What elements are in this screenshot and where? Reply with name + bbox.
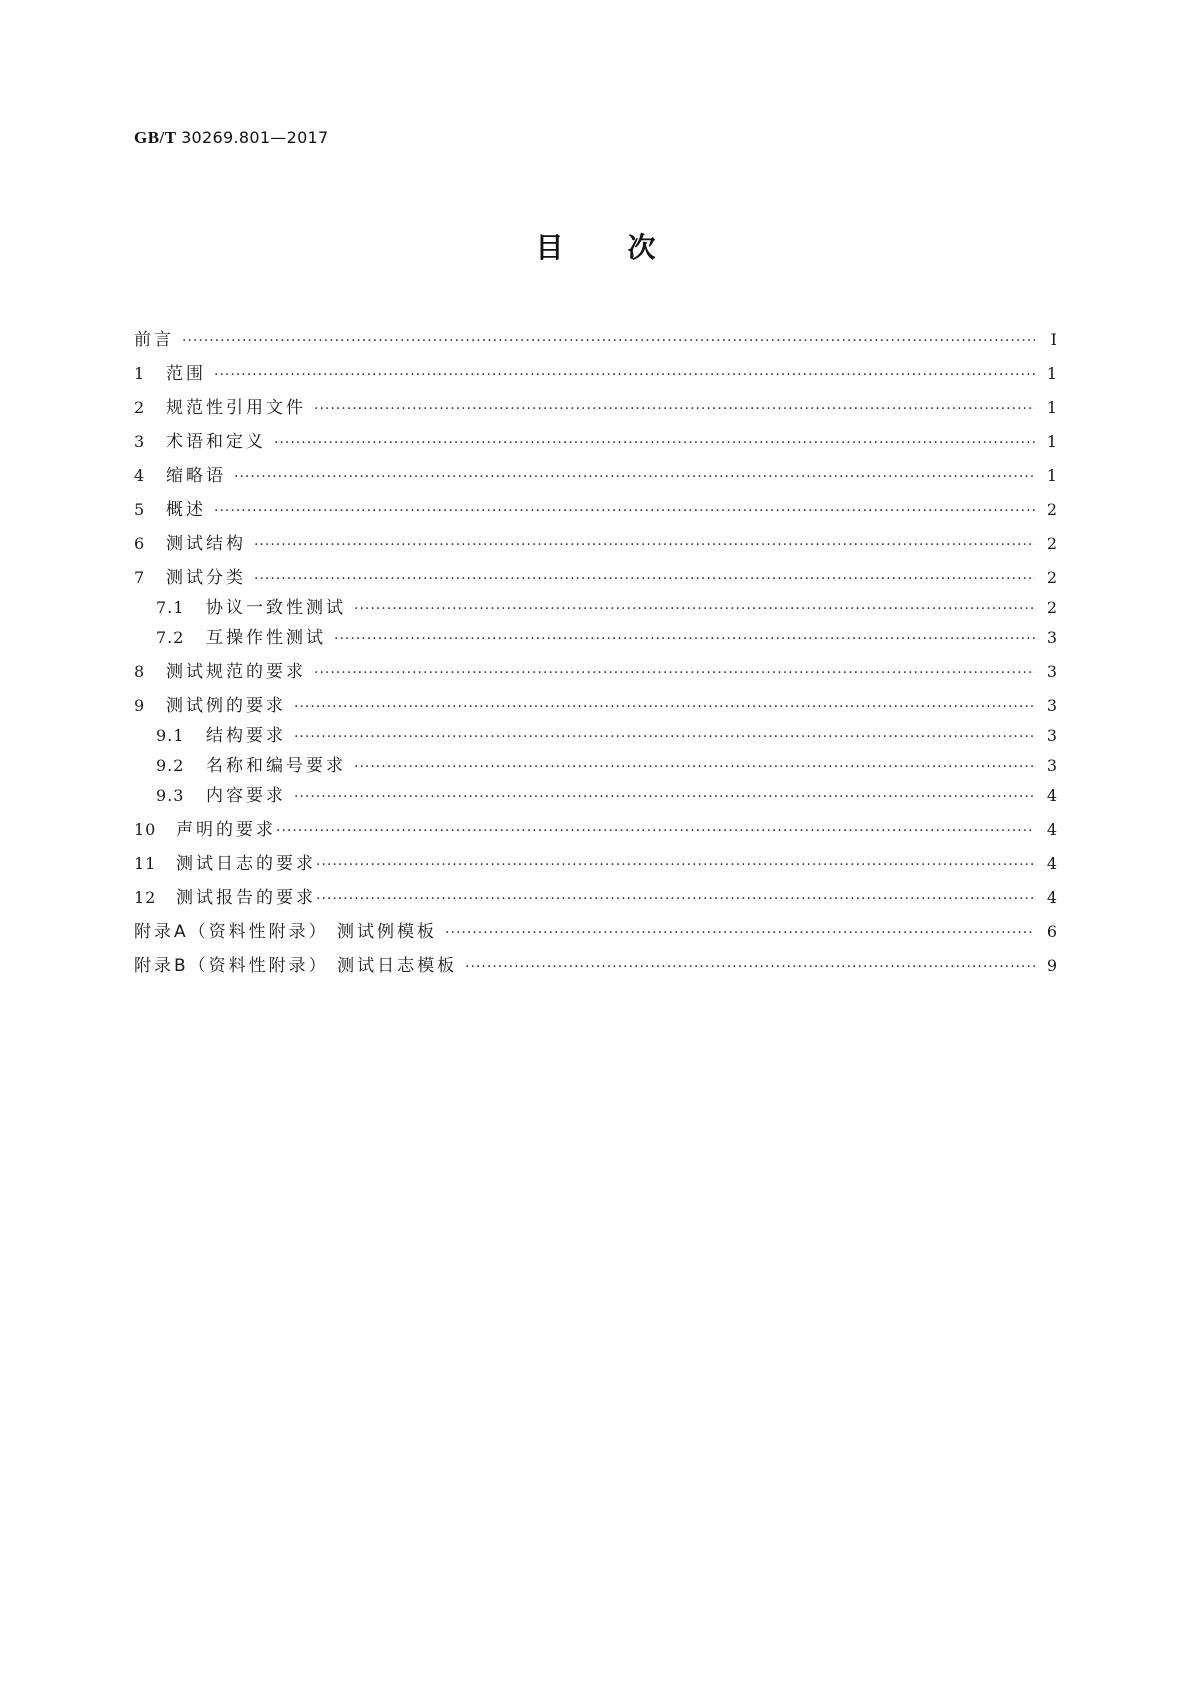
- toc-entry-page: 3: [1046, 696, 1057, 715]
- toc-entry-number: 7.2: [156, 628, 185, 647]
- toc-entry-number: 11: [134, 854, 157, 873]
- toc-entry-5[interactable]: [134, 498, 1057, 522]
- toc-entry-9-2[interactable]: [156, 754, 1057, 778]
- toc-entry-page: 2: [1046, 568, 1057, 587]
- toc-entry-page: 2: [1046, 500, 1057, 519]
- toc-leader-dots: [214, 363, 1035, 387]
- toc-leader-dots: [316, 887, 1035, 911]
- toc-entry-12[interactable]: [134, 886, 1057, 910]
- toc-entry-label: 术语和定义: [166, 432, 266, 452]
- toc-leader-dots: [354, 597, 1035, 621]
- toc-entry-9[interactable]: [134, 694, 1057, 718]
- page-title: [0, 226, 1191, 266]
- toc-leader-dots: [234, 465, 1035, 489]
- toc-leader-dots: [334, 627, 1035, 651]
- toc-entry-label: 测试日志的要求: [176, 854, 316, 874]
- toc-leader-dots: [465, 955, 1035, 979]
- toc-entry-number: 3: [134, 432, 146, 451]
- page-title-char-2: 次: [627, 231, 656, 264]
- toc-entry-number: 1: [134, 364, 146, 383]
- toc-entry-preface[interactable]: [134, 328, 1057, 352]
- toc-entry-appendix-b[interactable]: [134, 954, 1057, 978]
- toc-entry-7-2[interactable]: [156, 626, 1057, 650]
- toc-entry-label: 附录A（资料性附录） 测试例模板: [134, 922, 438, 942]
- toc-leader-dots: [214, 499, 1035, 523]
- toc-entry-page: 3: [1046, 726, 1057, 745]
- document-code: [134, 128, 329, 148]
- toc-leader-dots: [294, 785, 1035, 809]
- toc-leader-dots: [274, 431, 1035, 455]
- toc-leader-dots: [294, 725, 1035, 749]
- toc-leader-dots: [182, 329, 1035, 353]
- document-code-number: 30269.801—2017: [181, 128, 329, 147]
- toc-entry-page: 4: [1046, 888, 1057, 907]
- toc-entry-page: 4: [1046, 786, 1057, 805]
- toc-entry-number: 9.2: [156, 756, 185, 775]
- toc-entry-label: 规范性引用文件: [166, 398, 306, 418]
- toc-entry-label: 测试结构: [166, 534, 246, 554]
- toc-entry-page: Ⅰ: [1050, 330, 1057, 349]
- toc-entry-label: 名称和编号要求: [206, 756, 346, 776]
- toc-leader-dots: [314, 661, 1035, 685]
- toc-leader-dots: [276, 819, 1035, 843]
- toc-leader-dots: [316, 853, 1035, 877]
- toc-entry-label: 声明的要求: [176, 820, 276, 840]
- toc-entry-label: 缩略语: [166, 466, 226, 486]
- toc-leader-dots: [254, 567, 1035, 591]
- document-code-prefix: GB/T: [134, 128, 177, 147]
- toc-entry-label: 概述: [166, 500, 206, 520]
- toc-entry-number: 2: [134, 398, 146, 417]
- toc-entry-number: 9: [134, 696, 146, 715]
- toc-leader-dots: [314, 397, 1035, 421]
- toc-entry-label: 测试规范的要求: [166, 662, 306, 682]
- toc-entry-label: 测试报告的要求: [176, 888, 316, 908]
- toc-entry-page: 9: [1046, 956, 1057, 975]
- toc-entry-9-3[interactable]: [156, 784, 1057, 808]
- toc-entry-7-1[interactable]: [156, 596, 1057, 620]
- toc-entry-number: 8: [134, 662, 146, 681]
- toc-entry-number: 9.1: [156, 726, 185, 745]
- toc-entry-label: 附录B（资料性附录） 测试日志模板: [134, 956, 458, 976]
- toc-entry-page: 1: [1046, 398, 1057, 417]
- page-title-char-1: 目: [535, 231, 564, 264]
- toc-entry-number: 6: [134, 534, 146, 553]
- toc-entry-page: 1: [1046, 432, 1057, 451]
- toc-entry-2[interactable]: [134, 396, 1057, 420]
- toc-entry-number: 12: [134, 888, 157, 907]
- toc-entry-9-1[interactable]: [156, 724, 1057, 748]
- toc-entry-number: 7: [134, 568, 146, 587]
- toc-entry-label: 协议一致性测试: [206, 598, 346, 618]
- toc-entry-page: 3: [1046, 662, 1057, 681]
- toc-entry-page: 4: [1046, 854, 1057, 873]
- toc-entry-number: 9.3: [156, 786, 185, 805]
- toc-entry-label: 结构要求: [206, 726, 286, 746]
- toc-entry-label: 范围: [166, 364, 206, 384]
- toc-entry-4[interactable]: [134, 464, 1057, 488]
- toc-entry-11[interactable]: [134, 852, 1057, 876]
- toc-entry-page: 4: [1046, 820, 1057, 839]
- toc-entry-label: 测试例的要求: [166, 696, 286, 716]
- toc-entry-number: 4: [134, 466, 146, 485]
- toc-entry-8[interactable]: [134, 660, 1057, 684]
- toc-leader-dots: [254, 533, 1035, 557]
- toc-entry-10[interactable]: [134, 818, 1057, 842]
- toc-leader-dots: [294, 695, 1035, 719]
- toc-entry-page: 3: [1046, 628, 1057, 647]
- toc-entry-page: 6: [1046, 922, 1057, 941]
- toc-leader-dots: [445, 921, 1035, 945]
- toc-entry-number: 7.1: [156, 598, 185, 617]
- toc-entry-page: 3: [1046, 756, 1057, 775]
- toc-entry-number: 5: [134, 500, 146, 519]
- toc-entry-label: 前言: [134, 330, 174, 350]
- toc-entry-page: 1: [1046, 466, 1057, 485]
- toc-entry-3[interactable]: [134, 430, 1057, 454]
- toc-entry-1[interactable]: [134, 362, 1057, 386]
- toc-entry-6[interactable]: [134, 532, 1057, 556]
- toc-entry-label: 内容要求: [206, 786, 286, 806]
- toc-entry-appendix-a[interactable]: [134, 920, 1057, 944]
- toc-entry-page: 2: [1046, 598, 1057, 617]
- toc-leader-dots: [354, 755, 1035, 779]
- toc-entry-7[interactable]: [134, 566, 1057, 590]
- toc-entry-label: 测试分类: [166, 568, 246, 588]
- toc-entry-label: 互操作性测试: [206, 628, 326, 648]
- toc-entry-number: 10: [134, 820, 157, 839]
- toc-entry-page: 1: [1046, 364, 1057, 383]
- toc-entry-page: 2: [1046, 534, 1057, 553]
